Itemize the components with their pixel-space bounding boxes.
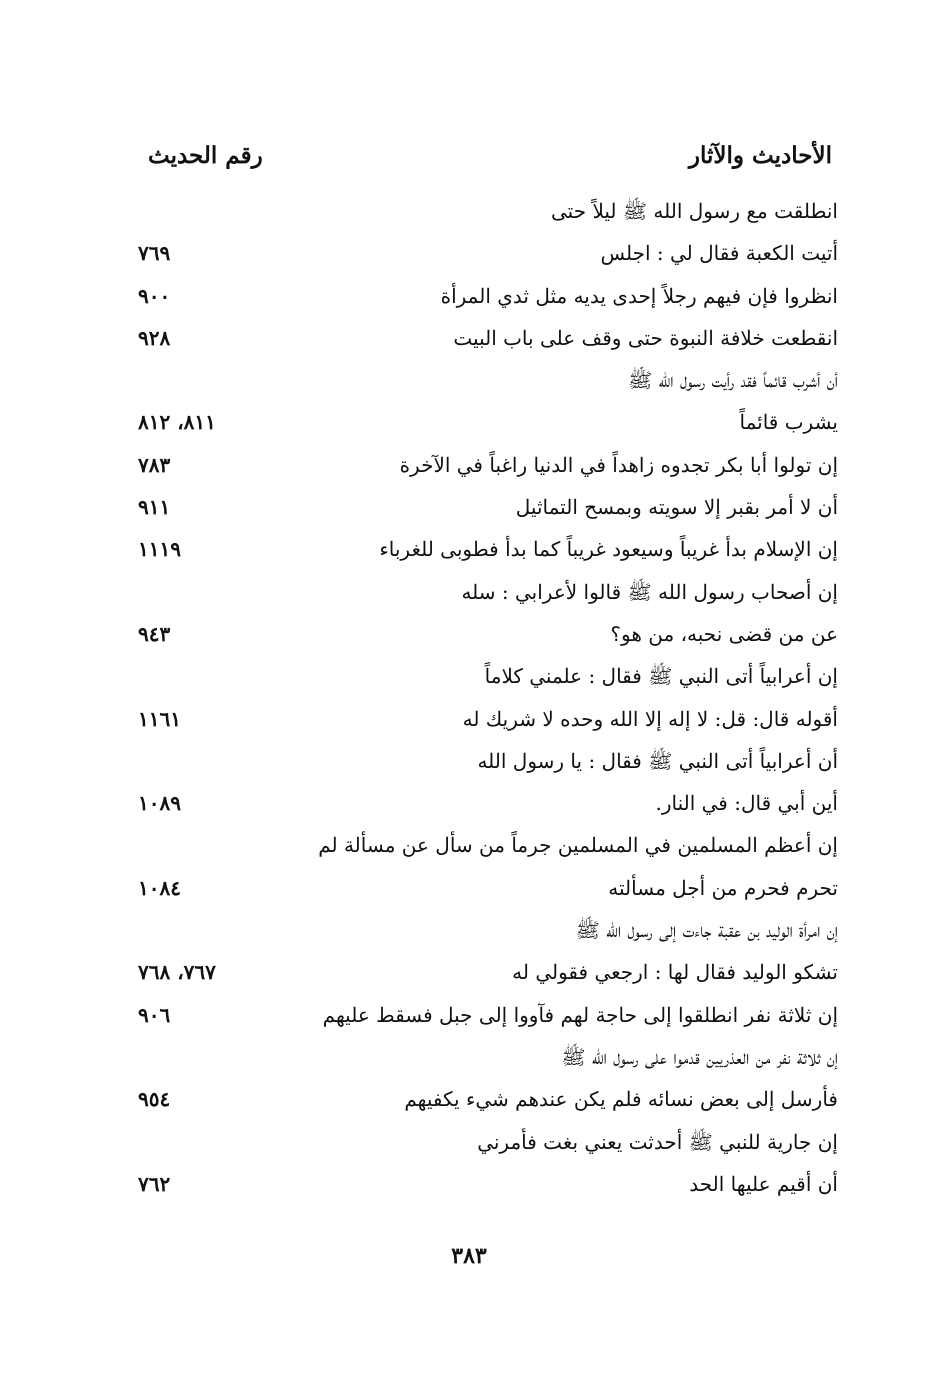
entry-hadith-number: ١٠٨٤	[138, 875, 181, 900]
entry-text: أقوله قال: قل: لا إله إلا الله وحده لا شريك له	[462, 706, 838, 731]
index-entry-row	[138, 740, 838, 782]
entry-text: انطلقت مع رسول الله ﷺ ليلاً حتى	[551, 199, 838, 223]
entry-hadith-number: ١٠٨٩	[138, 791, 181, 816]
entry-text: إن ثلاثة نفر من العذريين قدموا على رسول الله ﷺ	[561, 1044, 838, 1069]
entry-text: إن جارية للنبي ﷺ أحدثت يعني بغت فأمرني	[477, 1129, 838, 1154]
entry-hadith-number: ٧٨٣	[138, 452, 171, 477]
index-entry-row	[138, 909, 838, 951]
entry-text: أن أقيم عليها الحد	[689, 1171, 838, 1196]
entry-hadith-number: ٨١١، ٨١٢	[138, 410, 216, 435]
index-entry-row	[138, 401, 838, 443]
entry-text: أن أعرابياً أتى النبي ﷺ فقال : يا رسول الله	[477, 748, 838, 773]
entry-text: عن من قضى نحبه، من هو؟	[610, 621, 838, 646]
entry-hadith-number: ٩٠٦	[138, 1002, 171, 1027]
header-left	[148, 136, 328, 176]
entry-text: إن تولوا أبا بكر تجدوه زاهداً في الدنيا راغباً في الآخرة	[399, 452, 838, 477]
entry-text: أين أبي قال: في النار.	[655, 791, 838, 816]
index-entry-row	[138, 444, 838, 486]
entry-text: إن ثلاثة نفر انطلقوا إلى حاجة لهم فآووا إلى جبل فسقط عليهم	[322, 1002, 838, 1027]
index-entry-row	[138, 1078, 838, 1120]
entry-text: أن أشرب قائماً فقد رأيت رسول الله ﷺ	[628, 368, 838, 393]
entry-text: فأرسل إلى بعض نسائه فلم يكن عندهم شيء يكفيهم	[404, 1087, 838, 1112]
entry-text: أتيت الكعبة فقال لي : اجلس	[600, 241, 838, 266]
entry-text: إن الإسلام بدأ غريباً وسيعود غريباً كما بدأ فطوبى للغرباء	[379, 537, 838, 562]
entry-hadith-number: ٧٦٧، ٧٦٨	[138, 960, 216, 985]
entry-text: انظروا فإن فيهم رجلاً إحدى يديه مثل ثدي المرأة	[440, 283, 838, 308]
entry-text: إن امرأة الوليد بن عقبة جاءت إلى رسول الله ﷺ	[575, 918, 838, 943]
index-entry-row	[138, 190, 838, 232]
index-entry-row	[138, 867, 838, 909]
entry-text: تحرم فحرم من أجل مسألته	[608, 875, 838, 900]
entry-text: تشكو الوليد فقال لها : ارجعي فقولي له	[512, 960, 838, 985]
entry-text: إن أعظم المسلمين في المسلمين جرماً من سأل عن مسألة لم	[318, 833, 838, 858]
index-entry-row	[138, 1163, 838, 1205]
index-entry-row	[138, 994, 838, 1036]
entry-hadith-number: ٩٤٣	[138, 621, 171, 646]
header-right	[678, 136, 832, 176]
entry-text: يشرب قائماً	[739, 410, 838, 435]
index-entry-row	[138, 275, 838, 317]
index-entry-row	[138, 824, 838, 866]
index-entry-row	[138, 528, 838, 570]
index-entry-row	[138, 1121, 838, 1163]
entry-hadith-number: ٩٥٤	[138, 1087, 171, 1112]
entry-text: انقطعت خلافة النبوة حتى وقف على باب البيت	[453, 325, 838, 350]
entry-text: إن أعرابياً أتى النبي ﷺ فقال : علمني كلاماً	[484, 664, 838, 689]
index-entry-row	[138, 359, 838, 401]
page-number: ٣٨٣	[451, 1243, 487, 1269]
index-entry-row	[138, 613, 838, 655]
index-entry-row	[138, 782, 838, 824]
entry-hadith-number: ٧٦٢	[138, 1171, 171, 1196]
entry-hadith-number: ١١١٩	[138, 537, 181, 562]
entry-hadith-number: ٩٠٠	[138, 283, 171, 308]
entry-hadith-number: ١١٦١	[138, 706, 181, 731]
entry-hadith-number: ٧٦٩	[138, 241, 171, 266]
entry-hadith-number: ٩٢٨	[138, 325, 171, 350]
column-title-hadiths: الأحاديث والآثار	[688, 142, 832, 169]
entry-hadith-number: ٩١١	[138, 495, 171, 520]
index-entry-row	[138, 1036, 838, 1078]
column-title-hadith-number: رقم الحديث	[148, 142, 263, 169]
index-entry-row	[138, 571, 838, 613]
index-entries	[138, 190, 838, 1205]
index-entry-row	[138, 317, 838, 359]
index-entry-row	[138, 655, 838, 697]
index-entry-row	[138, 232, 838, 274]
index-entry-row	[138, 698, 838, 740]
index-entry-row	[138, 486, 838, 528]
entry-text: أن لا أمر بقبر إلا سويته وبمسح التماثيل	[515, 495, 838, 520]
entry-text: إن أصحاب رسول الله ﷺ قالوا لأعرابي : سله	[461, 579, 838, 604]
index-entry-row	[138, 951, 838, 993]
